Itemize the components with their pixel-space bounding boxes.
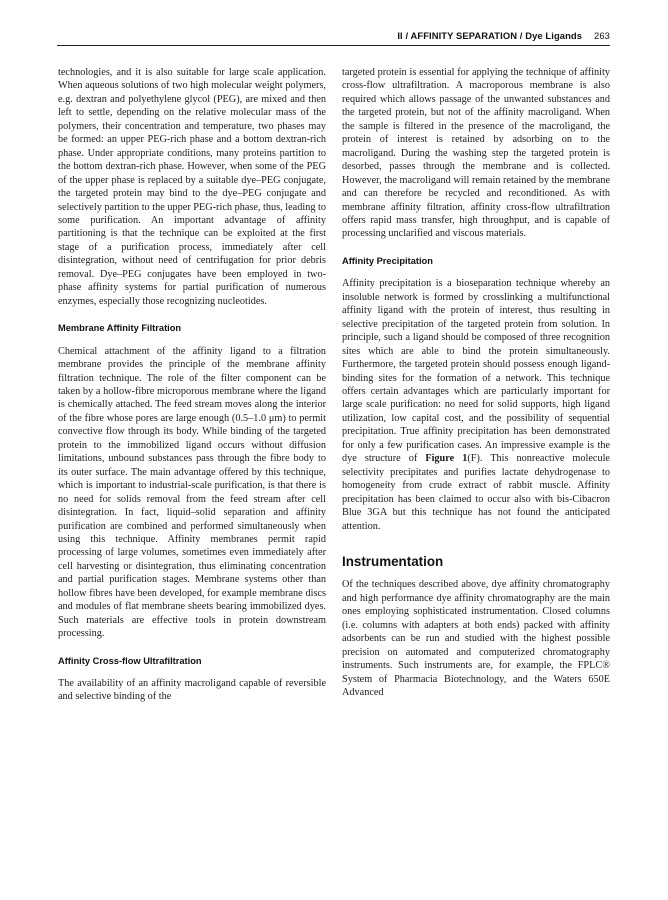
right-column	[342, 66, 610, 699]
paragraph-affinity-crossflow-ultrafiltration: The availability of an affinity macroligand capable of reversible and selective binding of the	[58, 678, 326, 703]
header-rule	[57, 45, 610, 46]
figure-reference-link[interactable]: Figure 1	[425, 453, 468, 465]
heading-affinity-precipitation: Affinity Precipitation	[342, 255, 433, 266]
paragraph-affinity-precipitation	[342, 277, 610, 533]
left-column	[58, 66, 326, 704]
heading-affinity-crossflow-ultrafiltration: Affinity Cross-flow Ultrafiltration	[58, 655, 202, 666]
paragraph-partitioning-cont: technologies, and it is also suitable for large scale application. When aqueous solutions of two high molecular weight polymers, e.g. dextran and polyethylene glycol (PEG), are mixed and then left to settle, depending on the relative molecular mass of the polymers, their concentration and temperature, two phases may be formed: an upper PEG-rich phase and a bottom dextran-rich phase. Under appropriate conditions, many proteins partition to the bottom dextran-rich phase. However, when some of the PEG of the upper phase is replaced by a suitable dye–PEG conjugate, the targeted protein may bind to the dye–PEG conjugate and selectively partition to the upper PEG-rich phase, thus, leading to some purification. An important advantage of affinity partitioning is that the technique can be exploited at the first stage of a purification process, immediately after cell disintegration, without need of centrifugation for prior debris removal. Dye–PEG conjugates have been employed in two-phase affinity systems for partial purification of numerous enzymes, especially those recognizing nucleotides.	[58, 67, 326, 307]
paragraph-membrane-affinity-filtration: Chemical attachment of the affinity ligand to a filtration membrane provides the principle of the membrane affinity filtration technique. The role of the filter component can be taken by a hollow-fibre microporous membrane where the ligand is chemically attached. The feed stream moves along the interior of the fibre whose pores are large enough (0.5–1.0 μm) to permit convective flow through its body. While binding of the targeted protein to the immobilized ligand occurs without diffusion limitations, unbound substances pass through the fibre body to its outer surface. The main advantage offered by this technique, which is important to industrial-scale purification, is that there is no need for solids removal from the feed stream after cell disintegration. In fact, liquid–solid separation and affinity purification are combined and performed simultaneously when using this technique. Affinity membranes permit rapid processing of large volumes, sometimes even immediately after cell harvesting or disintegration, thus eliminating concentration and partial purification stages. Membrane systems other than hollow fibres have been developed, for example membrane discs and modules of flat membrane sheets bearing immobilized dyes. Such materials are effective tools in protein downstream processing.	[58, 345, 326, 640]
precipitation-text-b: (F). This nonreactive molecule selectivity precipitates and purifies lactate dehydrogenase to homogeneity from crude extract of rabbit muscle. Affinity precipitation has been claimed to occur also with bis-Cibacron Blue 3GA but this technique has not found the anticipated attention.	[342, 453, 610, 532]
page-number: 263	[594, 30, 610, 41]
paragraph-instrumentation: Of the techniques described above, dye affinity chromatography and high performance dye affinity chromatography are the main ones employing sophisticated instrumentation. Closed columns (i.e. columns with adapters at both ends) packed with affinity adsorbents can be run and studied with the highest possible precision on automated and computerized chromatography instruments. Such instruments are, for example, the FPLC® System of Pharmacia Biotechnology, and the Waters 650E Advanced	[342, 579, 610, 699]
heading-membrane-affinity-filtration: Membrane Affinity Filtration	[58, 323, 182, 334]
heading-instrumentation: Instrumentation	[342, 553, 444, 569]
running-title: II / AFFINITY SEPARATION / Dye Ligands	[397, 30, 583, 41]
running-header	[397, 30, 610, 44]
precipitation-text-a: Affinity precipitation is a bioseparation technique whereby an insoluble network is formed by crosslinking a multifunctional affinity ligand with the protein of interest, thus resulting in selective precipitation of the targeted protein from solution. In principle, such a ligand should be composed of three recognition sites which are able to bind the protein simultaneously. Furthermore, the targeted protein should possess enough ligand-binding sites for the formation of a network. This technique offers certain advantages which are particularly important for large scale purification: no need for solid supports, high ligand utilization, low capital cost, and the possibility of sequential precipitation. True affinity precipitation has been demonstrated for only a few purification cases. An impressive example is the dye structure of	[342, 278, 610, 465]
paragraph-crossflow-cont: targeted protein is essential for applying the technique of affinity cross-flow ultrafiltration. A macroporous membrane is also required which allows passage of the unwanted substances and the targeted protein, but not of the affinity macroligand. When the sample is filtered in the presence of the macroligand, the protein of interest is retained by adsorbing on to the macroligand. During the washing step the targeted protein is desorbed, passes through the membrane and is collected. However, the macroligand will remain retained by the membrane and can therefore be recycled and reconditioned. As with membrane affinity filtration, affinity cross-flow ultrafiltration offers rapid mass transfer, high throughput, and is capable of processing unclarified and viscous materials.	[342, 67, 610, 240]
